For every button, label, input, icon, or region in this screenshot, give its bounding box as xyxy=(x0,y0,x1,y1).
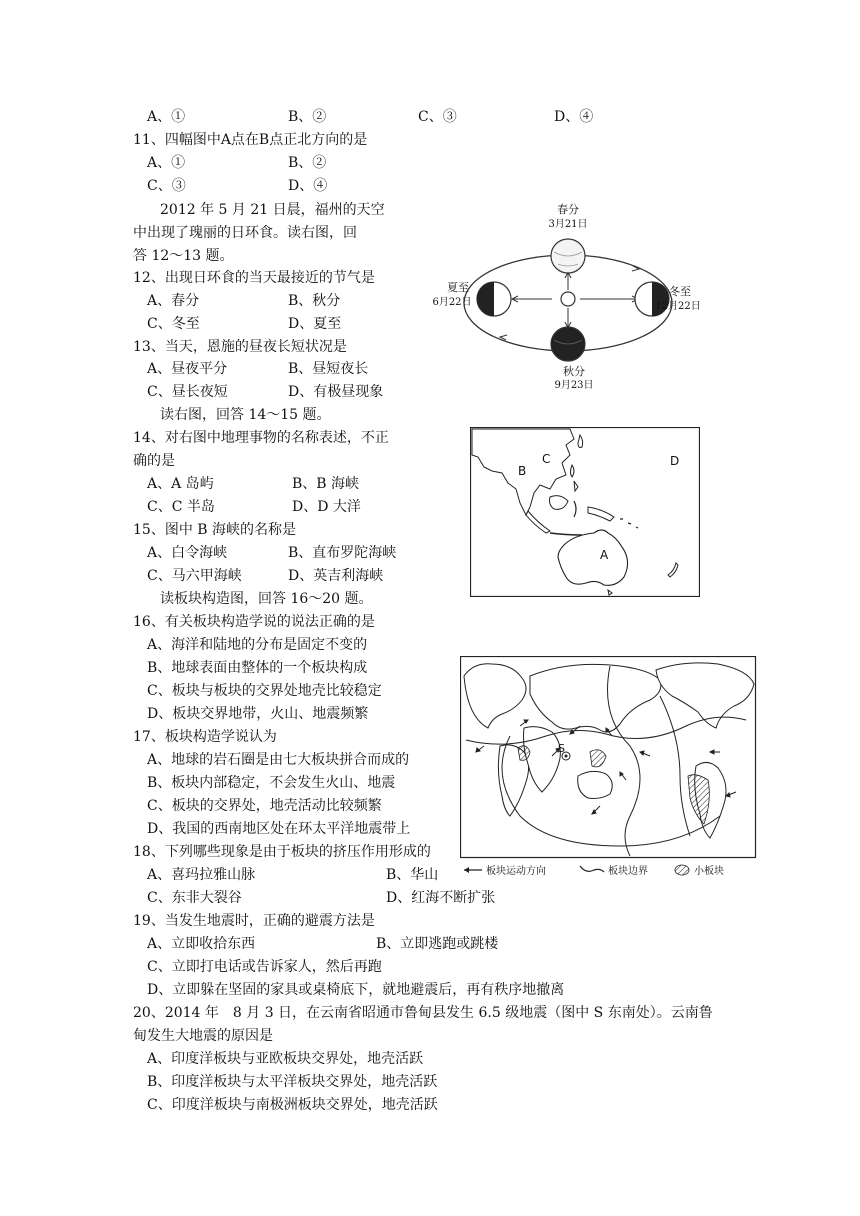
q12-option-d[interactable]: D、夏至 xyxy=(288,316,342,332)
intro-12-line-1: 2012 年 5 月 21 日晨，福州的天空 xyxy=(160,202,385,218)
q16-stem: 16、有关板块构造学说的说法正确的是 xyxy=(133,614,375,630)
q17-option-b[interactable]: B、板块内部稳定，不会发生火山、地震 xyxy=(147,775,396,791)
q12-option-b[interactable]: B、秋分 xyxy=(288,293,341,309)
q19-option-b[interactable]: B、立即逃跑或跳楼 xyxy=(376,936,499,952)
point-s-label: S xyxy=(558,742,565,755)
q15-option-a[interactable]: A、白令海峡 xyxy=(147,545,228,561)
q14-option-c[interactable]: C、C 半岛 xyxy=(147,499,215,515)
australia-plate-landmass xyxy=(578,771,613,798)
q13-stem: 13、当天，恩施的昼夜长短状况是 xyxy=(133,339,347,355)
q18-option-d[interactable]: D、红海不断扩张 xyxy=(386,890,496,906)
q14-option-a[interactable]: A、A 岛屿 xyxy=(147,476,214,492)
q17-stem: 17、板块构造学说认为 xyxy=(133,729,277,745)
q17-option-d[interactable]: D、我国的西南地区处在环太平洋地震带上 xyxy=(147,821,411,837)
southeast-asia-map-figure xyxy=(470,427,700,597)
q14-option-b[interactable]: B、B 海峡 xyxy=(292,476,360,492)
q18-option-b[interactable]: B、华山 xyxy=(386,867,439,883)
q19-option-d[interactable]: D、立即躲在坚固的家具或桌椅底下，就地避震后，再有秩序地撤离 xyxy=(147,982,565,998)
intro-12-line-3: 答 12～13 题。 xyxy=(133,248,234,264)
q15-option-c[interactable]: C、马六甲海峡 xyxy=(147,568,242,584)
map-label-d: D xyxy=(670,454,680,468)
plate-legend xyxy=(464,864,724,877)
q18-option-a[interactable]: A、喜玛拉雅山脉 xyxy=(147,867,256,883)
q19-stem: 19、当发生地震时，正确的避震方法是 xyxy=(133,913,375,929)
q13-option-c[interactable]: C、昼长夜短 xyxy=(147,384,228,400)
q20-stem-1: 20、2014 年 8 月 3 日，在云南省昭通市鲁甸县发生 6.5 级地震（图中 S 东南处）。云南鲁 xyxy=(133,1005,713,1021)
q12-option-a[interactable]: A、春分 xyxy=(147,293,200,309)
q17-option-a[interactable]: A、地球的岩石圈是由七大板块拼合而成的 xyxy=(147,752,410,768)
q11-stem: 11、四幅图中A点在B点正北方向的是 xyxy=(133,132,368,148)
q14-stem-2: 确的是 xyxy=(133,453,175,469)
legend-boundary-icon xyxy=(580,866,604,872)
q18-stem: 18、下列哪些现象是由于板块的挤压作用形成的 xyxy=(133,844,431,860)
q10-option-c[interactable]: C、③ xyxy=(418,109,457,125)
q11-option-c[interactable]: C、③ xyxy=(147,178,186,194)
orbit-arrow-icon xyxy=(632,266,639,271)
q18-option-c[interactable]: C、东非大裂谷 xyxy=(147,890,242,906)
q19-option-c[interactable]: C、立即打电话或告诉家人，然后再跑 xyxy=(147,959,382,975)
spring-date-label: 3月21日 xyxy=(548,219,588,230)
legend-small-plate-label: 小板块 xyxy=(694,866,724,877)
plate-tectonics-svg xyxy=(460,656,758,880)
q15-stem: 15、图中 B 海峡的名称是 xyxy=(133,522,297,538)
q17-option-c[interactable]: C、板块的交界处，地壳活动比较频繁 xyxy=(147,798,382,814)
summer-name-label: 夏至 xyxy=(447,281,469,294)
q16-option-c[interactable]: C、板块与板块的交界处地壳比较稳定 xyxy=(147,683,382,699)
summer-date-label: 6月22日 xyxy=(432,297,472,308)
q10-option-d[interactable]: D、④ xyxy=(554,109,594,125)
sun-icon xyxy=(561,292,575,306)
q20-option-b[interactable]: B、印度洋板块与太平洋板块交界处，地壳活跃 xyxy=(147,1074,438,1090)
autumn-date-label: 9月23日 xyxy=(554,380,594,391)
q12-stem: 12、出现日环食的当天最接近的节气是 xyxy=(133,270,375,286)
q13-option-d[interactable]: D、有极昼现象 xyxy=(288,384,384,400)
q10-option-b[interactable]: B、② xyxy=(288,109,327,125)
q14-option-d[interactable]: D、D 大洋 xyxy=(292,499,361,515)
q11-option-a[interactable]: A、① xyxy=(147,155,186,171)
q11-option-b[interactable]: B、② xyxy=(288,155,327,171)
q16-option-a[interactable]: A、海洋和陆地的分布是固定不变的 xyxy=(147,637,368,653)
map-label-b: B xyxy=(518,464,527,478)
q13-option-a[interactable]: A、昼夜平分 xyxy=(147,361,228,377)
legend-motion-label: 板块运动方向 xyxy=(486,866,546,877)
q16-option-b[interactable]: B、地球表面由整体的一个板块构成 xyxy=(147,660,368,676)
intro-16: 读板块构造图，回答 16～20 题。 xyxy=(160,591,373,607)
q13-option-b[interactable]: B、昼短夜长 xyxy=(288,361,369,377)
q20-option-c[interactable]: C、印度洋板块与南极洲板块交界处，地壳活跃 xyxy=(147,1097,438,1113)
legend-boundary-label: 板块边界 xyxy=(608,866,648,877)
legend-small-plate-icon xyxy=(675,865,689,875)
southeast-asia-map-svg xyxy=(470,427,700,597)
intro-12-line-2: 中出现了瑰丽的日环食。读右图，回 xyxy=(133,225,357,241)
plate-tectonics-figure xyxy=(460,656,758,880)
winter-name-label: 冬至 xyxy=(669,285,691,298)
spring-name-label: 春分 xyxy=(557,203,579,216)
q15-option-b[interactable]: B、直布罗陀海峡 xyxy=(288,545,397,561)
q15-option-d[interactable]: D、英吉利海峡 xyxy=(288,568,384,584)
autumn-name-label: 秋分 xyxy=(563,365,585,378)
q14-stem-1: 14、对右图中地理事物的名称表述，不正 xyxy=(133,430,389,446)
q11-option-d[interactable]: D、④ xyxy=(288,178,328,194)
earth-orbit-svg xyxy=(428,200,704,392)
q12-option-c[interactable]: C、冬至 xyxy=(147,316,200,332)
intro-14: 读右图，回答 14～15 题。 xyxy=(160,407,331,423)
q20-option-a[interactable]: A、印度洋板块与亚欧板块交界处，地壳活跃 xyxy=(147,1051,424,1067)
q19-option-a[interactable]: A、立即收拾东西 xyxy=(147,936,256,952)
map-label-a: A xyxy=(600,548,609,562)
winter-date-label: 12月22日 xyxy=(655,301,701,312)
q20-stem-2: 甸发生大地震的原因是 xyxy=(133,1028,273,1044)
earth-orbit-figure xyxy=(428,200,704,392)
q10-option-a[interactable]: A、① xyxy=(147,109,186,125)
map-label-c: C xyxy=(542,452,551,466)
q16-option-d[interactable]: D、板块交界地带，火山、地震频繁 xyxy=(147,706,369,722)
